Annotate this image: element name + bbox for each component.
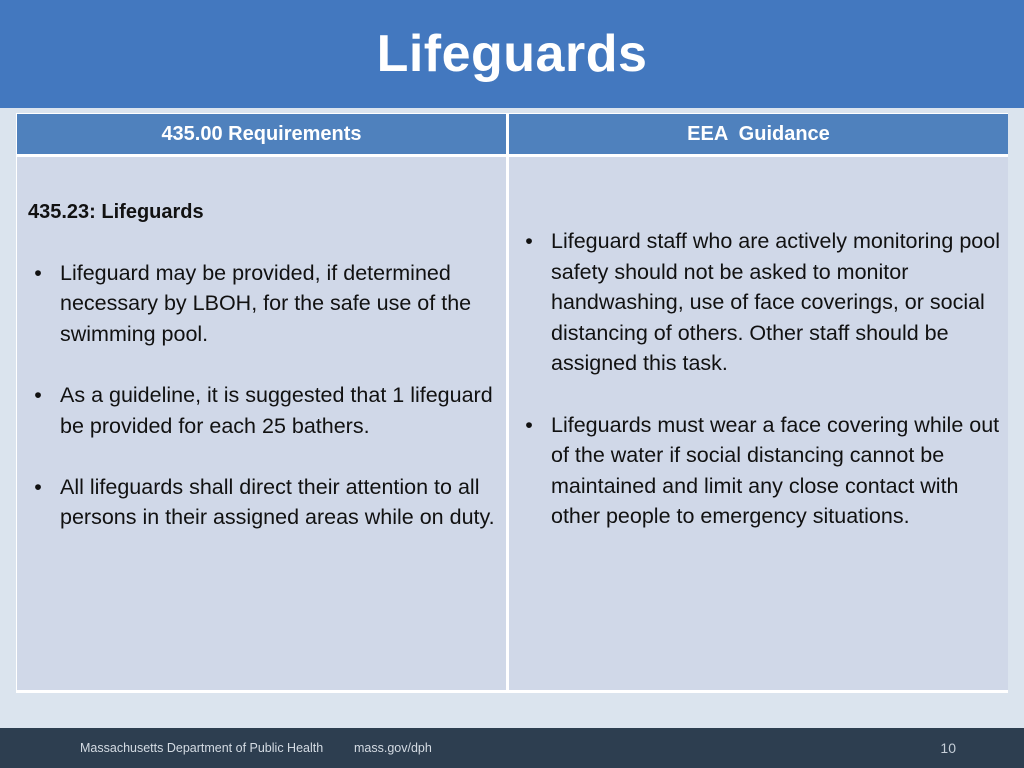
list-item: [28, 258, 498, 350]
list-item-text: Lifeguards must wear a face covering while out of the water if social distancing cannot be maintained and limit any close contact with other people to emergency situations.: [551, 412, 1000, 529]
footer-url-link[interactable]: mass.gov/dph: [354, 741, 432, 755]
requirements-cell: [17, 157, 506, 690]
guidance-cell: [509, 157, 1008, 690]
list-item: [519, 410, 1000, 532]
bullet-icon: •: [525, 412, 533, 437]
list-item: [28, 380, 498, 441]
bullet-icon: •: [525, 229, 533, 253]
section-heading: 435.23: Lifeguards: [28, 201, 204, 223]
footer-organization: Massachusetts Department of Public Health: [80, 741, 324, 755]
page-number: 10: [940, 740, 956, 756]
footer-bar: [0, 728, 1024, 768]
list-item-text: Lifeguard may be provided, if determined necessary by LBOH, for the safe use of the swimming pool.: [60, 260, 472, 346]
guidance-list: [519, 226, 1000, 532]
column-header-requirements: 435.00 Requirements: [17, 114, 506, 154]
list-item: [519, 226, 1000, 379]
list-item-text: Lifeguard staff who are actively monitoring pool safety should not be asked to monitor handwashing, use of face coverings, or social distancing of others. Other staff should be assigned this task.: [551, 229, 1000, 376]
title-bar: [0, 0, 1024, 108]
bullet-icon: •: [34, 260, 42, 285]
bullet-icon: •: [34, 382, 42, 407]
comparison-table: [16, 113, 1008, 693]
bullet-icon: •: [34, 474, 42, 499]
column-header-guidance: EEA Guidance: [509, 114, 1008, 154]
slide-title: Lifeguards: [376, 25, 648, 83]
list-item-text: As a guideline, it is suggested that 1 lifeguard be provided for each 25 bathers.: [60, 382, 493, 438]
list-item: [28, 472, 498, 533]
list-item-text: All lifeguards shall direct their attention to all persons in their assigned areas while on duty.: [60, 474, 495, 530]
requirements-list: [28, 258, 498, 533]
